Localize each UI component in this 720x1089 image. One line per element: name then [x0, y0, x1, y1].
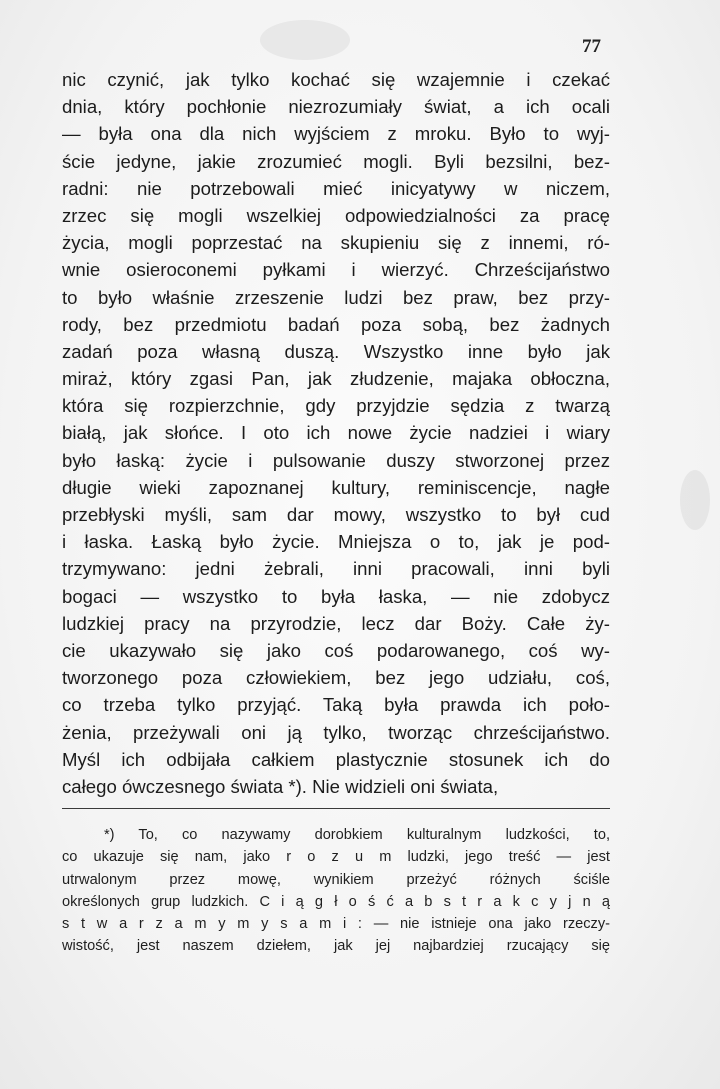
page-smudge	[260, 20, 350, 60]
text-line: żenia, przeżywali oni ją tylko, tworząc chrześcijaństwo.	[62, 721, 610, 743]
text-line: co trzeba tylko przyjąć. Taką była prawda ich poło-	[62, 694, 610, 716]
text-line: i łaska. Łaską było życie. Mniejsza o to, jak je pod-	[62, 531, 610, 553]
text-line: przebłyski myśli, sam dar mowy, wszystko to był cud	[62, 504, 610, 525]
text-line: ście jedyne, jakie zrozumieć mogli. Byli bezsilni, bez-	[62, 150, 610, 172]
text-line: bogaci — wszystko to była łaska, — nie zdobycz	[62, 585, 610, 607]
footnote-line: s t w a r z a m y m y s a m i : — nie istnieje ona jako rzeczy-	[62, 916, 610, 933]
text-line: zrzec się mogli wszelkiej odpowiedzialności za pracę	[62, 204, 610, 226]
footnote	[62, 824, 610, 958]
text-line: miraż, który zgasi Pan, jak złudzenie, majaka obłoczna,	[62, 368, 610, 390]
text-line: to było właśnie zrzeszenie ludzi bez praw, bez przy-	[62, 286, 610, 308]
text-line: nic czynić, jak tylko kochać się wzajemnie i czekać	[62, 69, 610, 90]
text-line: zadań poza własną duszą. Wszystko inne było jak	[62, 340, 610, 362]
page-number: 77	[582, 36, 601, 57]
text-line: — była ona dla nich wyjściem z mroku. Było to wyj-	[62, 123, 610, 145]
text-line: tworzonego poza człowiekiem, bez jego udziału, coś,	[62, 667, 610, 689]
text-line: która się rozpierzchnie, gdy przyjdzie sędzia z twarzą	[62, 395, 610, 417]
text-line: rody, bez przedmiotu badań poza sobą, bez żadnych	[62, 313, 610, 335]
footnote-line: *) To, co nazywamy dorobkiem kulturalnym ludzkości, to,	[104, 827, 610, 843]
text-line: życia, mogli poprzestać na skupieniu się z innemi, ró-	[62, 232, 610, 254]
text-line: Myśl ich odbijała całkiem plastycznie stosunek ich do	[62, 748, 610, 770]
footnote-line: utrwalonym przez mowę, wynikiem przeżyć różnych ściśle	[62, 871, 610, 888]
text-line: ludzkiej pracy na przyrodzie, lecz dar Boży. Całe ży-	[62, 612, 610, 634]
footnote-line: określonych grup ludzkich. C i ą g ł o ś ć a b s t r a k c y j n ą	[62, 893, 610, 910]
text-line: białą, jak słońce. I oto ich nowe życie nadziei i wiary	[62, 422, 610, 444]
footnote-divider	[62, 808, 610, 809]
footnote-line: co ukazuje się nam, jako r o z u m ludzki, jego treść — jest	[62, 849, 610, 866]
page-smudge	[680, 470, 710, 530]
text-line: dnia, który pochłonie niezrozumiały świat, a ich ocali	[62, 96, 610, 118]
text-line: całego ówczesnego świata *). Nie widzieli oni świata,	[62, 775, 499, 797]
main-text	[62, 66, 610, 800]
text-line: było łaską: życie i pulsowanie duszy stworzonej przez	[62, 449, 610, 471]
text-line: wnie osieroconemi pyłkami i wierzyć. Chrześcijaństwo	[62, 259, 610, 281]
footnote-line: wistość, jest naszem dziełem, jak jej najbardziej rzucający się	[62, 938, 610, 955]
text-line: radni: nie potrzebowali mieć inicyatywy w niczem,	[62, 177, 610, 199]
text-line: długie wieki zapoznanej kultury, reminiscencje, nagłe	[62, 476, 610, 498]
text-line: trzymywano: jedni żebrali, inni pracowali, inni byli	[62, 558, 610, 580]
text-line: cie ukazywało się jako coś podarowanego, coś wy-	[62, 639, 610, 661]
